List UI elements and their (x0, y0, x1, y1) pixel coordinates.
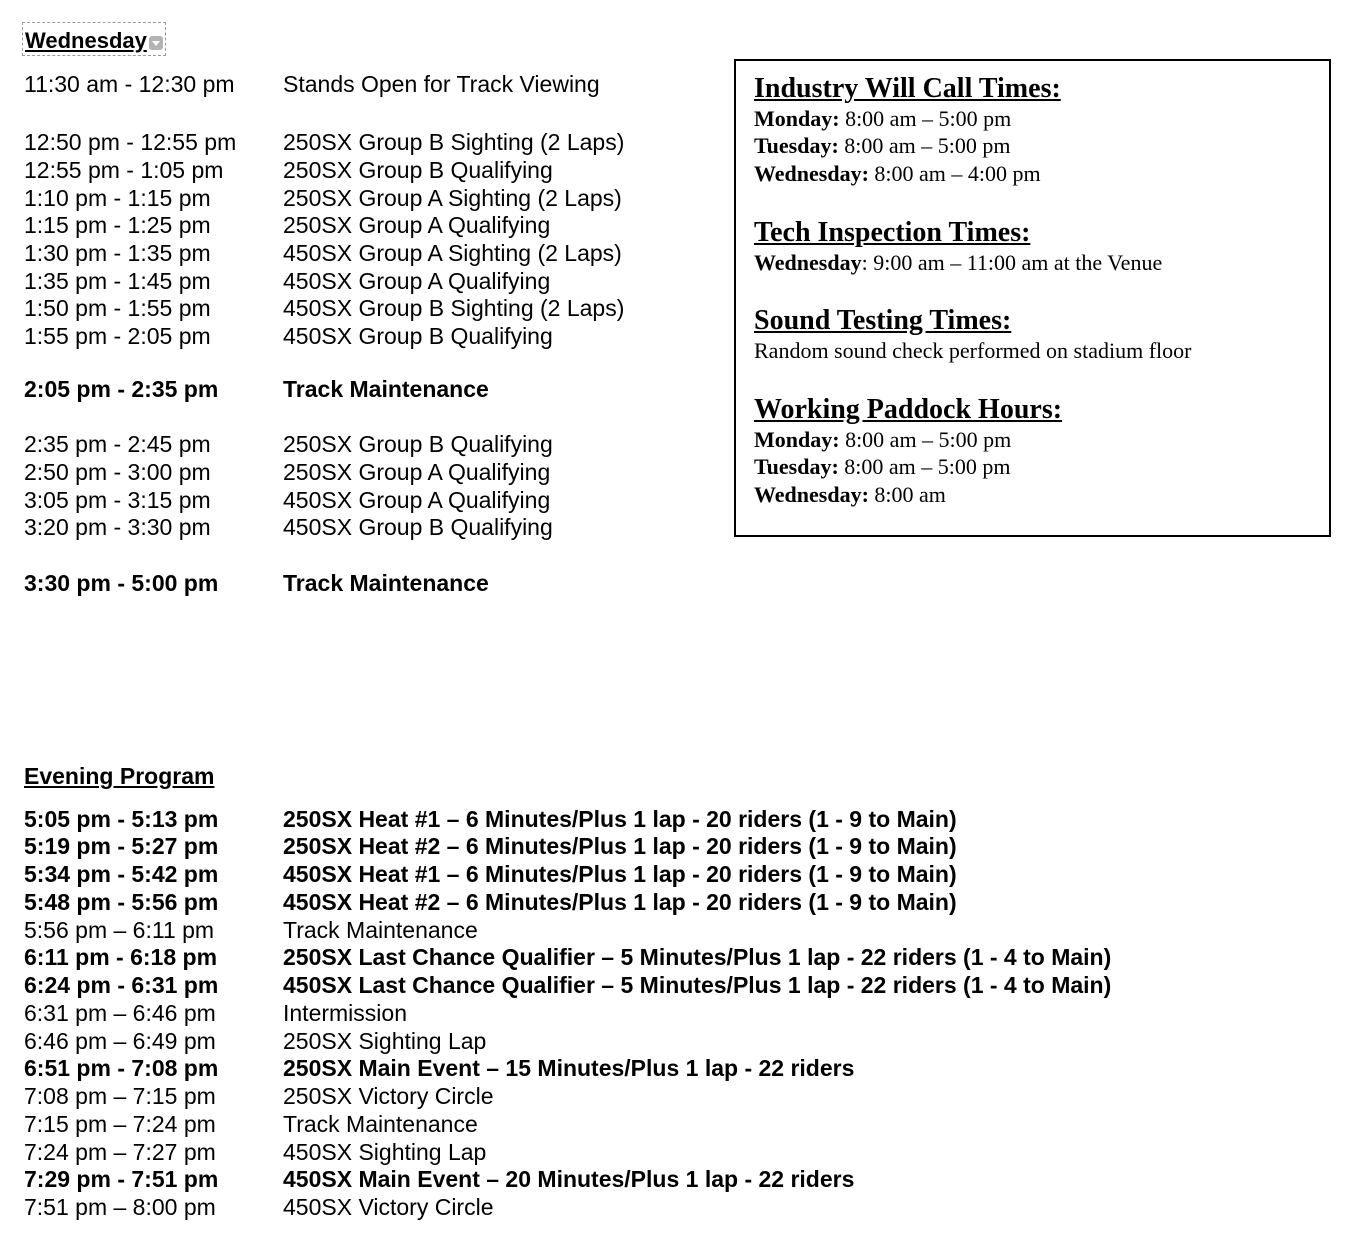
tech-inspection-line (754, 250, 1162, 276)
schedule-time: 2:35 pm - 2:45 pm (24, 431, 211, 457)
schedule-time: 5:05 pm - 5:13 pm (24, 806, 219, 832)
schedule-time: 7:24 pm – 7:27 pm (24, 1139, 216, 1165)
schedule-time: 1:50 pm - 1:55 pm (24, 295, 211, 321)
schedule-event: 450SX Group B Sighting (2 Laps) (283, 295, 625, 321)
schedule-event: Track Maintenance (283, 917, 478, 943)
day-heading-label: Wednesday (25, 28, 147, 53)
schedule-event: Track Maintenance (283, 570, 489, 596)
chevron-down-icon[interactable] (149, 36, 163, 50)
schedule-time: 3:05 pm - 3:15 pm (24, 487, 211, 513)
sound-testing-heading: Sound Testing Times: (754, 305, 1012, 336)
line-value: : 9:00 am – 11:00 am at the Venue (861, 250, 1163, 275)
will-call-line (754, 106, 1011, 132)
line-value: Random sound check performed on stadium floor (754, 338, 1192, 363)
schedule-time: 1:30 pm - 1:35 pm (24, 240, 211, 266)
evening-program-title: Evening Program (24, 763, 215, 789)
schedule-event: 450SX Heat #1 – 6 Minutes/Plus 1 lap - 20 riders (1 - 9 to Main) (283, 861, 957, 887)
will-call-line (754, 161, 1041, 187)
paddock-hours-line (754, 482, 946, 508)
schedule-time: 3:30 pm - 5:00 pm (24, 570, 219, 596)
paddock-hours-heading: Working Paddock Hours: (754, 394, 1063, 425)
schedule-time: 3:20 pm - 3:30 pm (24, 514, 211, 540)
schedule-event: 450SX Heat #2 – 6 Minutes/Plus 1 lap - 20 riders (1 - 9 to Main) (283, 889, 957, 915)
schedule-time: 2:05 pm - 2:35 pm (24, 376, 219, 402)
schedule-event: 250SX Victory Circle (283, 1083, 494, 1109)
schedule-time: 1:15 pm - 1:25 pm (24, 212, 211, 238)
schedule-time: 6:11 pm - 6:18 pm (24, 944, 218, 970)
schedule-event: Track Maintenance (283, 1111, 478, 1137)
schedule-event: 250SX Group A Qualifying (283, 212, 551, 238)
line-label: Tuesday: (754, 133, 839, 158)
line-label: Monday: (754, 106, 840, 131)
schedule-event: 450SX Main Event – 20 Minutes/Plus 1 lap - 22 riders (283, 1166, 855, 1192)
schedule-time: 7:08 pm – 7:15 pm (24, 1083, 216, 1109)
schedule-event: Stands Open for Track Viewing (283, 71, 600, 97)
schedule-event: 250SX Main Event – 15 Minutes/Plus 1 lap - 22 riders (283, 1055, 855, 1081)
line-value: 8:00 am – 5:00 pm (838, 133, 1011, 158)
schedule-time: 2:50 pm - 3:00 pm (24, 459, 211, 485)
info-box (734, 59, 1331, 537)
schedule-time: 11:30 am - 12:30 pm (24, 71, 235, 97)
schedule-event: 250SX Heat #2 – 6 Minutes/Plus 1 lap - 20 riders (1 - 9 to Main) (283, 833, 957, 859)
schedule-time: 7:51 pm – 8:00 pm (24, 1194, 216, 1220)
paddock-hours-line (754, 454, 1011, 480)
schedule-event: 450SX Group A Qualifying (283, 268, 551, 294)
will-call-heading: Industry Will Call Times: (754, 73, 1061, 104)
schedule-event: 450SX Group A Sighting (2 Laps) (283, 240, 622, 266)
will-call-line (754, 133, 1011, 159)
schedule-event: 250SX Group B Sighting (2 Laps) (283, 129, 625, 155)
schedule-event: 450SX Sighting Lap (283, 1139, 487, 1165)
schedule-event: 450SX Last Chance Qualifier – 5 Minutes/Plus 1 lap - 22 riders (1 - 4 to Main) (283, 972, 1112, 998)
schedule-time: 5:56 pm – 6:11 pm (24, 917, 215, 943)
sound-testing-line (754, 338, 1191, 364)
line-value: 8:00 am – 5:00 pm (839, 106, 1012, 131)
schedule-event: 450SX Group B Qualifying (283, 323, 553, 349)
schedule-event: 450SX Group B Qualifying (283, 514, 553, 540)
schedule-time: 6:24 pm - 6:31 pm (24, 972, 219, 998)
schedule-event: 450SX Group A Qualifying (283, 487, 551, 513)
schedule-event: Track Maintenance (283, 376, 489, 402)
schedule-event: 250SX Sighting Lap (283, 1028, 487, 1054)
schedule-event: 250SX Heat #1 – 6 Minutes/Plus 1 lap - 20 riders (1 - 9 to Main) (283, 806, 957, 832)
schedule-time: 7:15 pm – 7:24 pm (24, 1111, 216, 1137)
schedule-time: 6:51 pm - 7:08 pm (24, 1055, 219, 1081)
line-label: Monday: (754, 427, 840, 452)
line-value: 8:00 am – 4:00 pm (868, 161, 1041, 186)
paddock-hours-line (754, 427, 1011, 453)
schedule-event: Intermission (283, 1000, 407, 1026)
schedule-time: 6:46 pm – 6:49 pm (24, 1028, 216, 1054)
schedule-event: 450SX Victory Circle (283, 1194, 494, 1220)
schedule-time: 5:48 pm - 5:56 pm (24, 889, 219, 915)
line-label: Tuesday: (754, 454, 839, 479)
schedule-time: 5:34 pm - 5:42 pm (24, 861, 219, 887)
schedule-event: 250SX Group B Qualifying (283, 157, 553, 183)
tech-inspection-heading: Tech Inspection Times: (754, 217, 1031, 248)
schedule-time: 1:35 pm - 1:45 pm (24, 268, 211, 294)
day-heading[interactable] (22, 22, 166, 56)
schedule-time: 1:55 pm - 2:05 pm (24, 323, 211, 349)
line-label: Wednesday (754, 250, 862, 275)
schedule-time: 1:10 pm - 1:15 pm (24, 185, 211, 211)
schedule-time: 12:55 pm - 1:05 pm (24, 157, 224, 183)
schedule-time: 7:29 pm - 7:51 pm (24, 1166, 219, 1192)
line-label: Wednesday: (754, 482, 869, 507)
schedule-event: 250SX Group A Qualifying (283, 459, 551, 485)
schedule-time: 5:19 pm - 5:27 pm (24, 833, 219, 859)
schedule-time: 12:50 pm - 12:55 pm (24, 129, 237, 155)
schedule-event: 250SX Last Chance Qualifier – 5 Minutes/Plus 1 lap - 22 riders (1 - 4 to Main) (283, 944, 1112, 970)
line-value: 8:00 am (868, 482, 946, 507)
schedule-event: 250SX Group A Sighting (2 Laps) (283, 185, 622, 211)
line-value: 8:00 am – 5:00 pm (839, 427, 1012, 452)
schedule-time: 6:31 pm – 6:46 pm (24, 1000, 216, 1026)
line-label: Wednesday: (754, 161, 869, 186)
line-value: 8:00 am – 5:00 pm (838, 454, 1011, 479)
schedule-event: 250SX Group B Qualifying (283, 431, 553, 457)
